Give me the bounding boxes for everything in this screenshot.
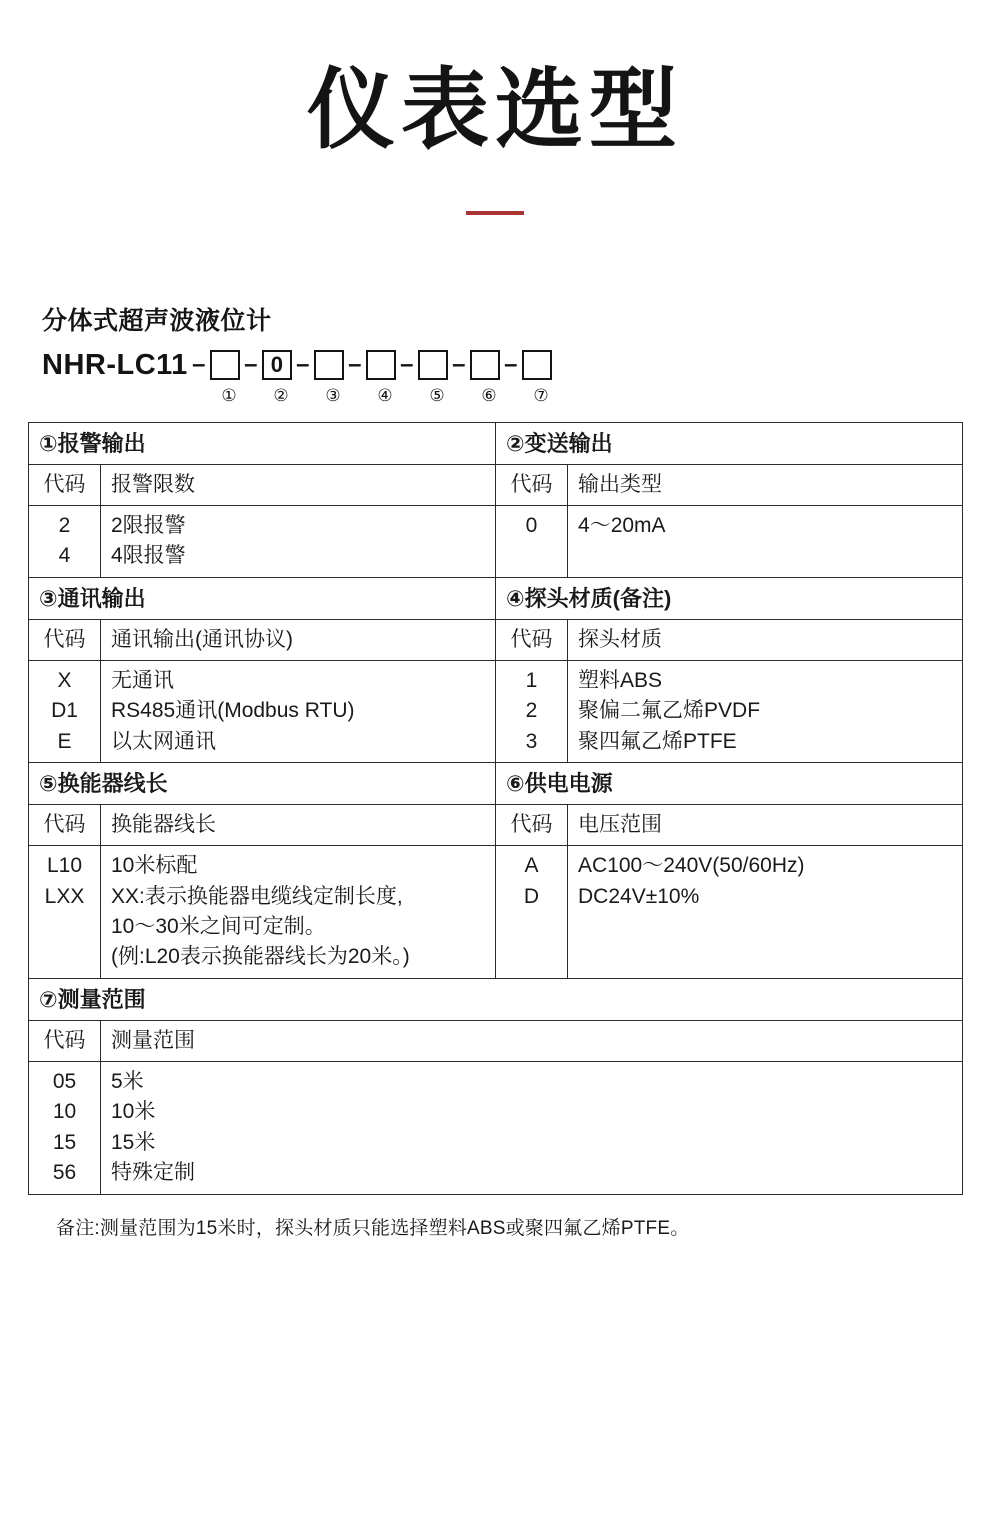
list-item: 10米 [111,1100,156,1124]
model-slot-4[interactable] [366,350,396,380]
dash-0: – [192,351,206,379]
slot-marker-7: ⑦ [533,385,549,405]
section-7-code-header: 代码 [29,1021,101,1062]
table-row [29,805,963,846]
list-item: D1 [51,699,78,723]
section-2-codes [496,505,568,577]
model-slot-6[interactable] [470,350,500,380]
list-item: AC100～240V(50/60Hz) [578,854,805,878]
section-1-value-header: 报警限数 [101,465,496,506]
section-5-codes [29,846,101,979]
table-row [29,505,963,577]
list-item: 2 [525,699,538,723]
section-3-codes [29,660,101,762]
slot-marker-6: ⑥ [481,385,497,405]
dash-5: – [452,351,466,379]
list-item: 10米标配 [111,854,198,878]
section-5-title: ⑤换能器线长 [29,763,496,805]
table-row [29,846,963,979]
section-7-title: ⑦测量范围 [29,978,963,1020]
section-2-title: ②变送输出 [496,422,963,464]
section-4-title: ④探头材质(备注) [496,577,963,619]
list-item: 4 [58,544,71,568]
list-item: 15 [52,1130,77,1154]
list-item: 2 [58,513,71,537]
section-1-codes [29,505,101,577]
list-item: (例:L20表示换能器线长为20米。) [111,945,410,969]
table-row [29,577,963,619]
list-item: X [57,668,72,692]
dash-3: – [348,351,362,379]
slot-marker-2: ② [273,385,289,405]
model-slot-2[interactable]: 0 [262,350,292,380]
slot-marker-1: ① [221,385,237,405]
section-7-values [101,1061,963,1194]
dash-2: – [296,351,310,379]
dash-4: – [400,351,414,379]
section-7-value-header: 测量范围 [101,1021,963,1062]
model-slot-3[interactable] [314,350,344,380]
model-code-row [42,349,962,382]
section-4-values [568,660,963,762]
section-1-title: ①报警输出 [29,422,496,464]
section-4-codes [496,660,568,762]
section-3-title: ③通讯输出 [29,577,496,619]
section-3-value-header: 通讯输出(通讯协议) [101,619,496,660]
model-slot-5[interactable] [418,350,448,380]
section-1-code-header: 代码 [29,465,101,506]
list-item: E [57,729,72,753]
slot-marker-3: ③ [325,385,341,405]
list-item: 2限报警 [111,513,186,537]
list-item: D [523,884,540,908]
table-row [29,978,963,1020]
section-2-code-header: 代码 [496,465,568,506]
list-item: 聚四氟乙烯PTFE [578,729,737,753]
section-5-code-header: 代码 [29,805,101,846]
slot-marker-4: ④ [377,385,393,405]
slot-marker-5: ⑤ [429,385,445,405]
list-item: 以太网通讯 [111,729,216,753]
section-1-values [101,505,496,577]
list-item: 10～30米之间可定制。 [111,915,326,938]
section-3-values [101,660,496,762]
section-4-code-header: 代码 [496,619,568,660]
list-item: LXX [44,884,85,908]
section-5-value-header: 换能器线长 [101,805,496,846]
list-item: 0 [525,513,538,537]
model-slot-7[interactable] [522,350,552,380]
table-row [29,465,963,506]
dash-6: – [504,351,518,379]
model-code-block [28,301,962,406]
table-row [29,1021,963,1062]
list-item: 5米 [111,1069,144,1093]
title-divider [466,211,524,215]
footer-note: 备注:测量范围为15米时，探头材质只能选择塑料ABS或聚四氟乙烯PTFE。 [56,1217,690,1239]
section-5-values [101,846,496,979]
section-3-code-header: 代码 [29,619,101,660]
section-6-title: ⑥供电电源 [496,763,963,805]
table-row [29,1061,963,1194]
list-item: 塑料ABS [578,668,663,692]
list-item: 56 [52,1161,77,1185]
list-item: 特殊定制 [111,1161,195,1185]
table-row [29,763,963,805]
table-row [29,422,963,464]
section-6-code-header: 代码 [496,805,568,846]
list-item: DC24V±10% [578,884,700,908]
list-item: 3 [525,729,538,753]
list-item: A [524,854,539,878]
section-6-value-header: 电压范围 [568,805,963,846]
list-item: 1 [525,668,538,692]
table-row [29,660,963,762]
list-item: 15米 [111,1130,156,1154]
list-item: 4限报警 [111,544,186,568]
model-prefix: NHR-LC11 [42,348,188,381]
section-2-value-header: 输出类型 [568,465,963,506]
model-slot-1[interactable] [210,350,240,380]
table-row [29,619,963,660]
list-item: 无通讯 [111,668,174,692]
list-item: 05 [52,1069,77,1093]
product-name: 分体式超声波液位计 [42,306,272,335]
list-item: 10 [52,1100,77,1124]
list-item: RS485通讯(Modbus RTU) [111,699,355,723]
list-item: XX:表示换能器电缆线定制长度, [111,884,403,908]
dash-1: – [244,351,258,379]
section-2-values [568,505,963,577]
section-7-codes [29,1061,101,1194]
section-4-value-header: 探头材质 [568,619,963,660]
selection-table [28,422,963,1195]
list-item: 4～20mA [578,513,666,537]
section-6-codes [496,846,568,979]
list-item: L10 [46,854,83,878]
section-6-values [568,846,963,979]
page-title: 仪表选型 [306,58,683,161]
selection-page [0,58,990,1518]
model-slot-markers [42,386,962,406]
list-item: 聚偏二氟乙烯PVDF [578,699,761,723]
